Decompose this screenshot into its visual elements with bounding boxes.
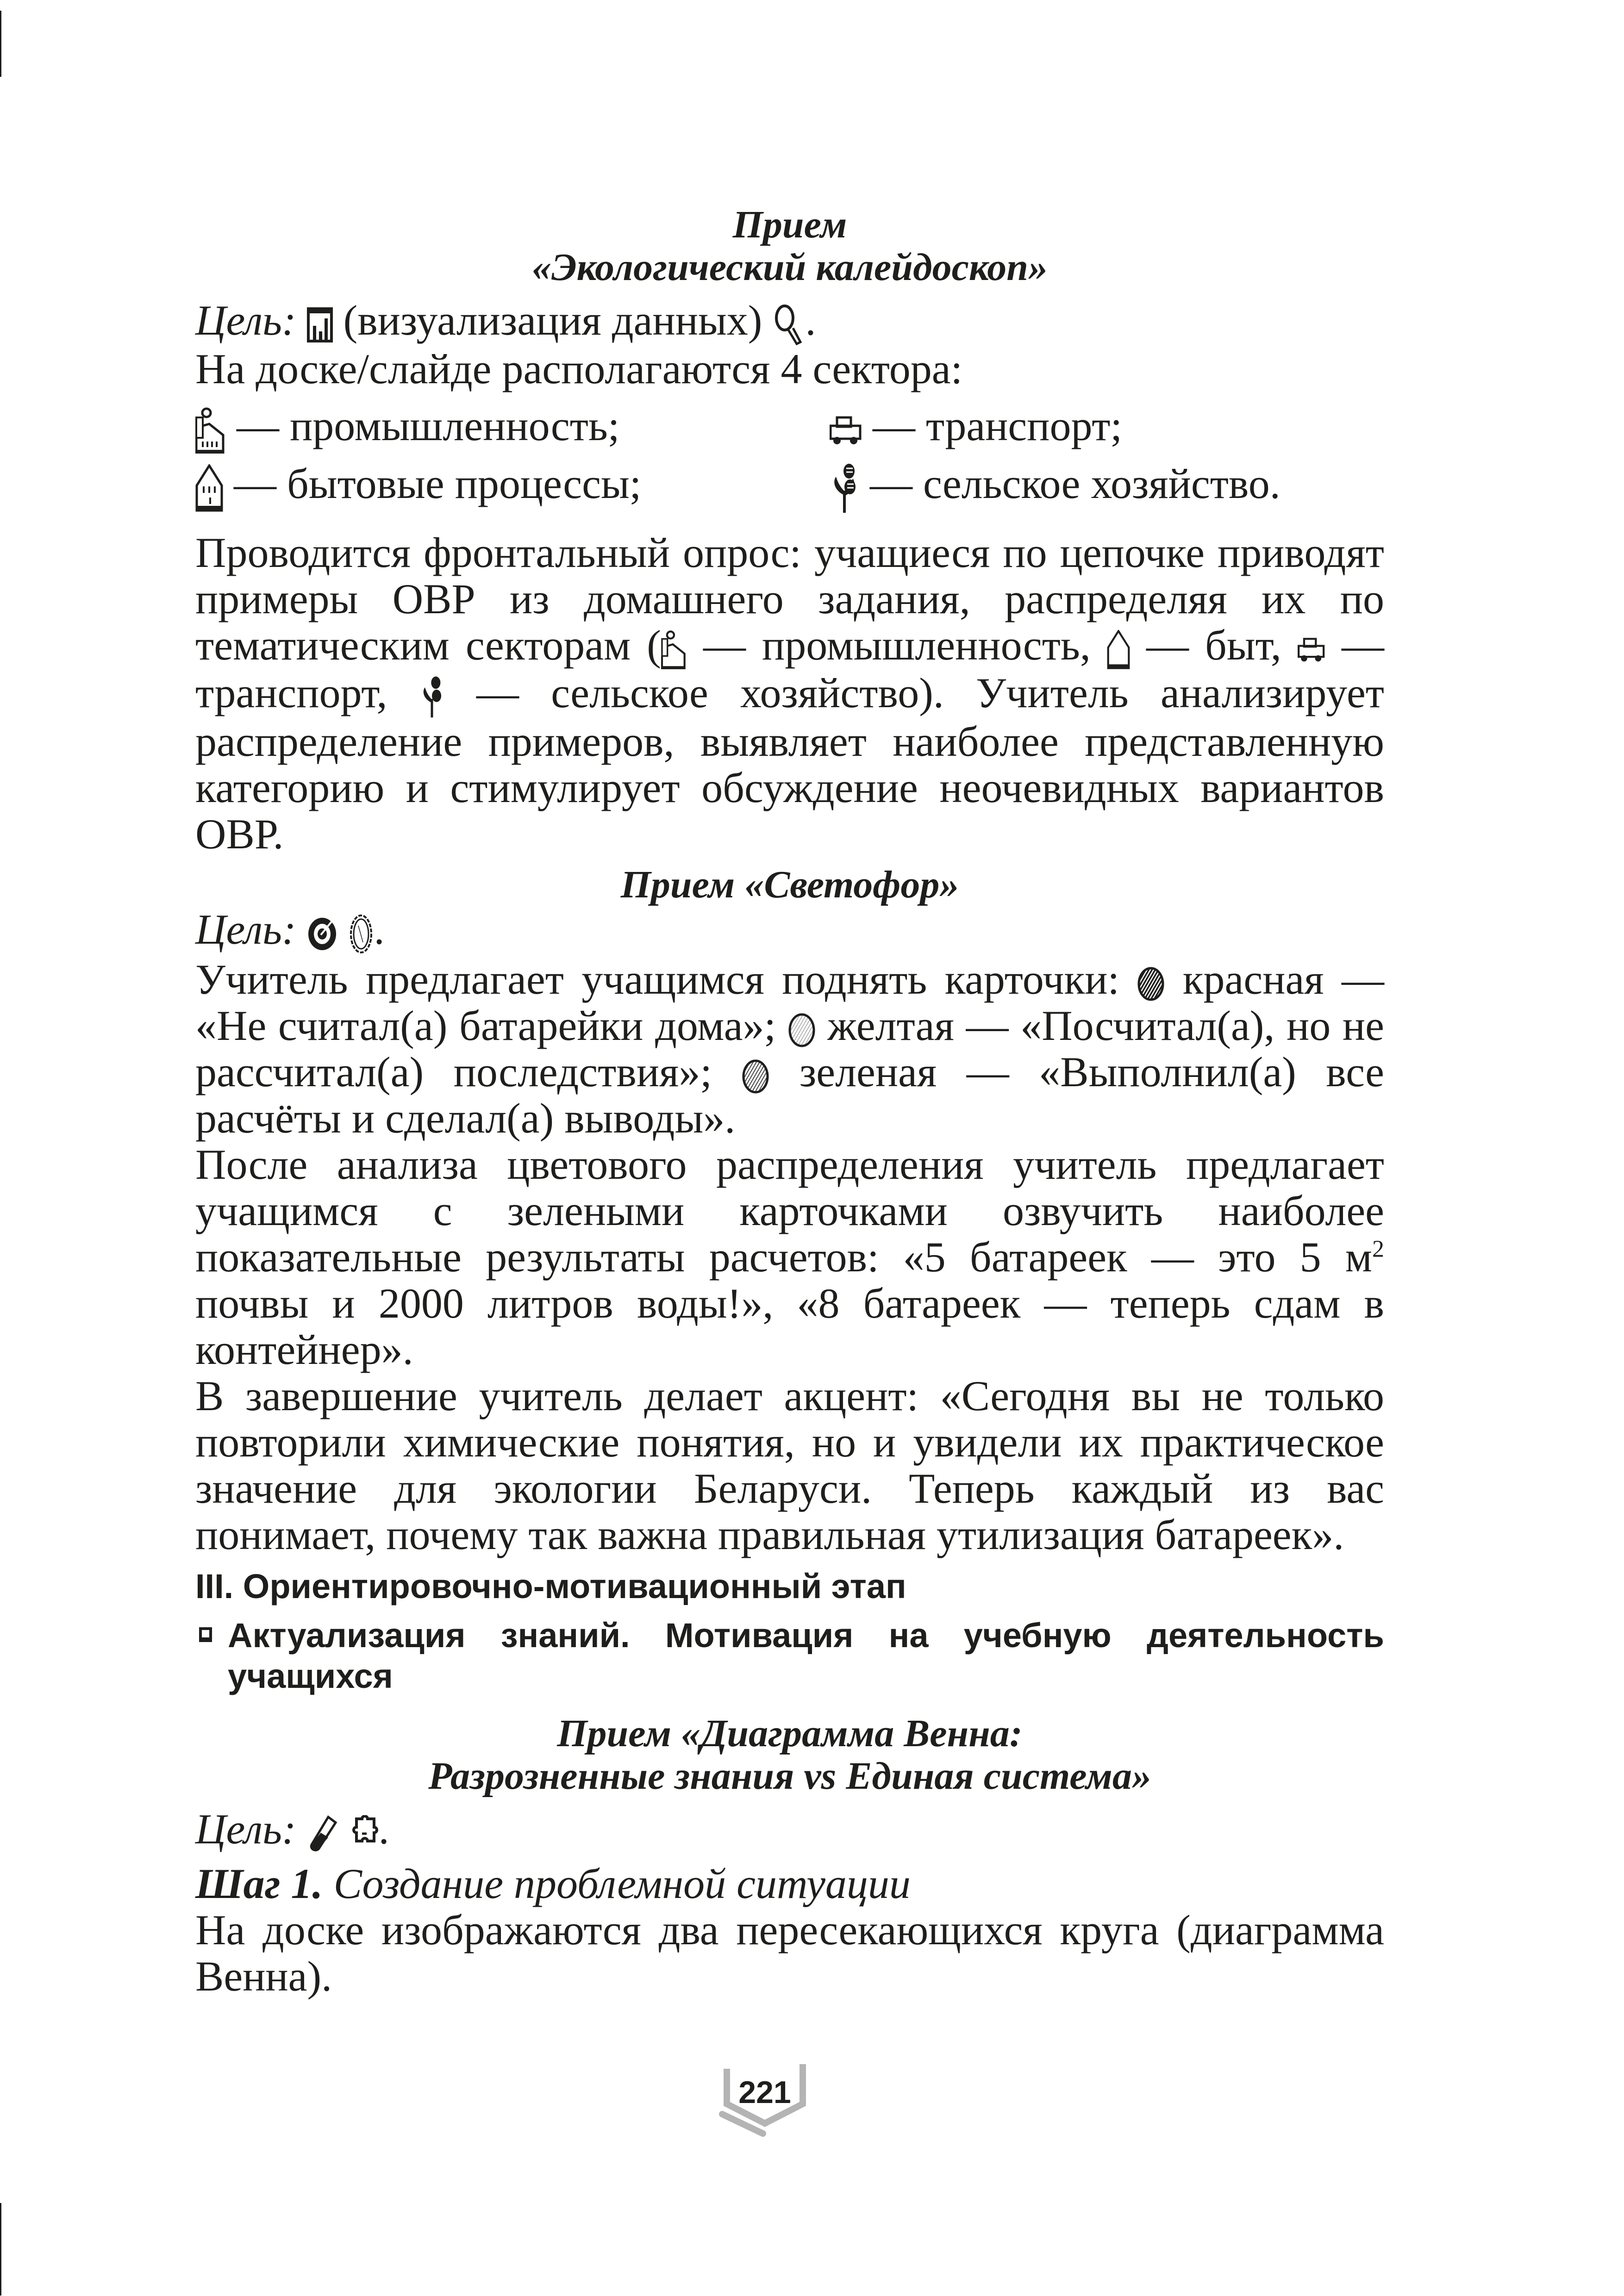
page-number-badge bbox=[708, 2064, 829, 2184]
house-icon bbox=[1107, 630, 1130, 670]
goal-label: Цель: bbox=[195, 906, 296, 953]
sector-agriculture-label: — сельское хозяйство. bbox=[870, 460, 1280, 507]
sector-industry-label: — промышленность; bbox=[237, 402, 620, 449]
wheat-icon bbox=[830, 463, 859, 514]
analysis-paragraph bbox=[195, 1141, 1384, 1373]
crop-mark-top bbox=[0, 11, 1, 77]
venn-title-line-2: Разрозненные знания vs Единая система» bbox=[428, 1755, 1151, 1798]
section-title-ecological-kaleidoscope bbox=[195, 204, 1384, 289]
subheading-text: Актуализация знаний. Мотивация на учебную деятельность учащихся bbox=[228, 1616, 1384, 1696]
yellow-card-icon bbox=[788, 1013, 816, 1048]
goal-line: Цель: (визуализация данных) . bbox=[195, 297, 1384, 346]
stage-heading: III. Ориентировочно-мотивационный этап bbox=[195, 1567, 906, 1606]
para-text-1: Проводится фронтальный опрос: учащиеся по цепочке приводят примеры ОВР из домашнего задания, распределяя их по тематическим секторам ( bbox=[195, 529, 1384, 669]
factory-icon bbox=[195, 407, 226, 454]
goal-line-traffic: Цель: . bbox=[195, 906, 1384, 956]
target-icon bbox=[307, 916, 337, 952]
page-number: 221 bbox=[738, 2075, 791, 2110]
car-icon bbox=[830, 416, 862, 445]
stage-subheading bbox=[195, 1615, 1384, 1697]
checkbox-bullet-icon bbox=[199, 1627, 212, 1642]
sector-household-label: — бытовые процессы; bbox=[234, 460, 642, 507]
goal-label: Цель: bbox=[195, 297, 296, 344]
puzzle-icon bbox=[348, 1815, 379, 1852]
sector-agriculture bbox=[830, 458, 1385, 514]
wheat-icon bbox=[419, 676, 444, 718]
section-title-venn bbox=[195, 1712, 1384, 1798]
magnifier-icon bbox=[773, 304, 805, 346]
sector-list bbox=[195, 400, 1384, 514]
cards-text-d: зеленая — «Выполнил(а) все расчёты и сделал(а) выводы». bbox=[195, 1048, 1384, 1142]
sector-transport bbox=[830, 400, 1385, 454]
title-line-2: «Экологический калейдоскоп» bbox=[532, 246, 1048, 289]
analysis-text-b: почвы и 2000 литров воды!», «8 батареек — теперь сдам в контейнер». bbox=[195, 1280, 1384, 1374]
car-icon bbox=[1298, 637, 1325, 662]
step-text: Создание проблемной ситуации bbox=[333, 1860, 911, 1908]
test-tube-icon bbox=[307, 1815, 337, 1852]
para-text-home: — быт, bbox=[1130, 621, 1298, 669]
cards-text-a: Учитель предлагает учащимся поднять карточки: bbox=[195, 956, 1137, 1003]
intro-line: На доске/слайде располагаются 4 сектора: bbox=[195, 345, 963, 392]
goal-line-venn: Цель: . bbox=[195, 1805, 389, 1853]
green-card-icon bbox=[742, 1059, 769, 1094]
factory-icon bbox=[661, 630, 687, 669]
sector-household bbox=[195, 458, 830, 514]
goal-label: Цель: bbox=[195, 1805, 296, 1853]
section-title-traffic-light: Прием «Светофор» bbox=[620, 863, 959, 907]
bar-chart-icon bbox=[307, 307, 333, 342]
title-line-1: Прием bbox=[732, 203, 847, 246]
para-text-transport: — транспорт, bbox=[195, 621, 1384, 716]
conclusion-paragraph: В завершение учитель делает акцент: «Сегодня вы не только повторили химические понятия, но и увидели их практическое значение для экологии Беларуси. Теперь каждый из вас понимает, почему так важна правильная утилизация батареек». bbox=[195, 1372, 1384, 1559]
cards-text-b: красная — «Не считал(а) батарейки дома»; bbox=[195, 956, 1384, 1050]
sector-industry bbox=[195, 400, 830, 454]
crop-mark-bottom bbox=[0, 2203, 1, 2296]
step-label: Шаг 1. bbox=[195, 1860, 323, 1908]
house-icon bbox=[195, 464, 223, 512]
sector-transport-label: — транспорт; bbox=[873, 402, 1123, 449]
venn-title-line-1: Прием «Диаграмма Венна: bbox=[557, 1712, 1023, 1755]
para-text-industry: — промышленность, bbox=[687, 621, 1107, 669]
goal-text: (визуализация данных) bbox=[343, 297, 762, 344]
red-card-icon bbox=[1137, 966, 1165, 1002]
para-text-agri: — сельское хозяйство). Учитель анализирует распределение примеров, выявляет наиболее представленную категорию и стимулирует обсуждение неочевидных вариантов ОВР. bbox=[195, 669, 1384, 858]
step-1 bbox=[195, 1860, 1384, 1907]
mirror-icon bbox=[348, 912, 374, 956]
venn-paragraph: На доске изображаются два пересекающихся круга (диаграмма Венна). bbox=[195, 1906, 1384, 2000]
superscript-2: 2 bbox=[1372, 1236, 1384, 1263]
frontal-survey-paragraph bbox=[195, 529, 1384, 858]
cards-paragraph bbox=[195, 956, 1384, 1141]
page-content bbox=[195, 204, 1384, 1999]
cards-text-c: желтая — «Посчитал(а), но не рассчитал(а) последствия»; bbox=[195, 1002, 1384, 1096]
analysis-text-a: После анализа цветового распределения учитель предлагает учащимся с зелеными карточками озвучить наиболее показательные результаты расчетов: «5 батареек — это 5 м bbox=[195, 1141, 1384, 1281]
